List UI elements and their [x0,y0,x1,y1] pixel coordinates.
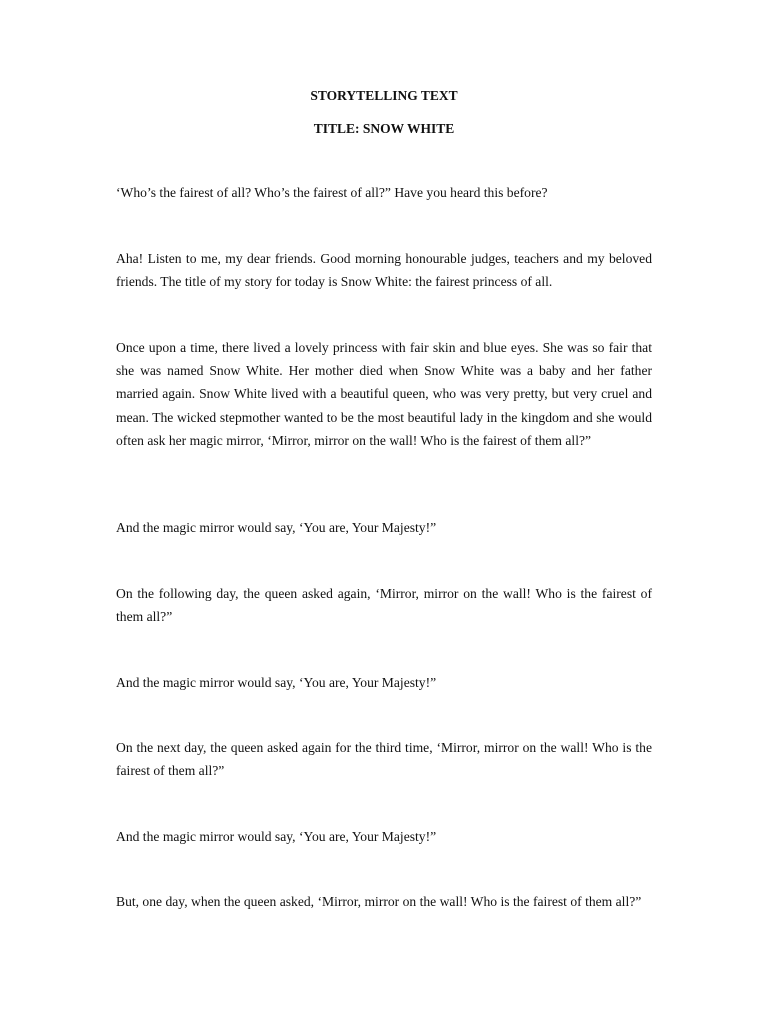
document-heading: STORYTELLING TEXT [310,88,458,103]
paragraph-7: On the next day, the queen asked again for the third time, ‘Mirror, mirror on the wall! Who is the fairest of them all?” [116,740,652,779]
story-title: TITLE: SNOW WHITE [313,121,455,136]
paragraph-8: And the magic mirror would say, ‘You are, Your Majesty!” [116,829,437,844]
paragraph-2: Aha! Listen to me, my dear friends. Good morning honourable judges, teachers and my beloved friends. The title of my story for today is Snow White: the fairest princess of all. [116,251,652,290]
paragraph-6: And the magic mirror would say, ‘You are, Your Majesty!” [116,675,437,690]
paragraph-9: But, one day, when the queen asked, ‘Mirror, mirror on the wall! Who is the fairest of them all?” [116,894,642,909]
paragraph-4: And the magic mirror would say, ‘You are, Your Majesty!” [116,520,437,535]
paragraph-5: On the following day, the queen asked again, ‘Mirror, mirror on the wall! Who is the fairest of them all?” [116,586,652,625]
paragraph-1: ‘Who’s the fairest of all? Who’s the fairest of all?” Have you heard this before? [116,185,548,200]
paragraph-3: Once upon a time, there lived a lovely princess with fair skin and blue eyes. She was so fair that she was named Snow White. Her mother died when Snow White was a baby and her father married again. Snow White lived with a beautiful queen, who was very pretty, but very cruel and mean. The wicked stepmother wanted to be the most beautiful lady in the kingdom and she would often ask her magic mirror, ‘Mirror, mirror on the wall! Who is the fairest of them all?” [116,340,652,448]
